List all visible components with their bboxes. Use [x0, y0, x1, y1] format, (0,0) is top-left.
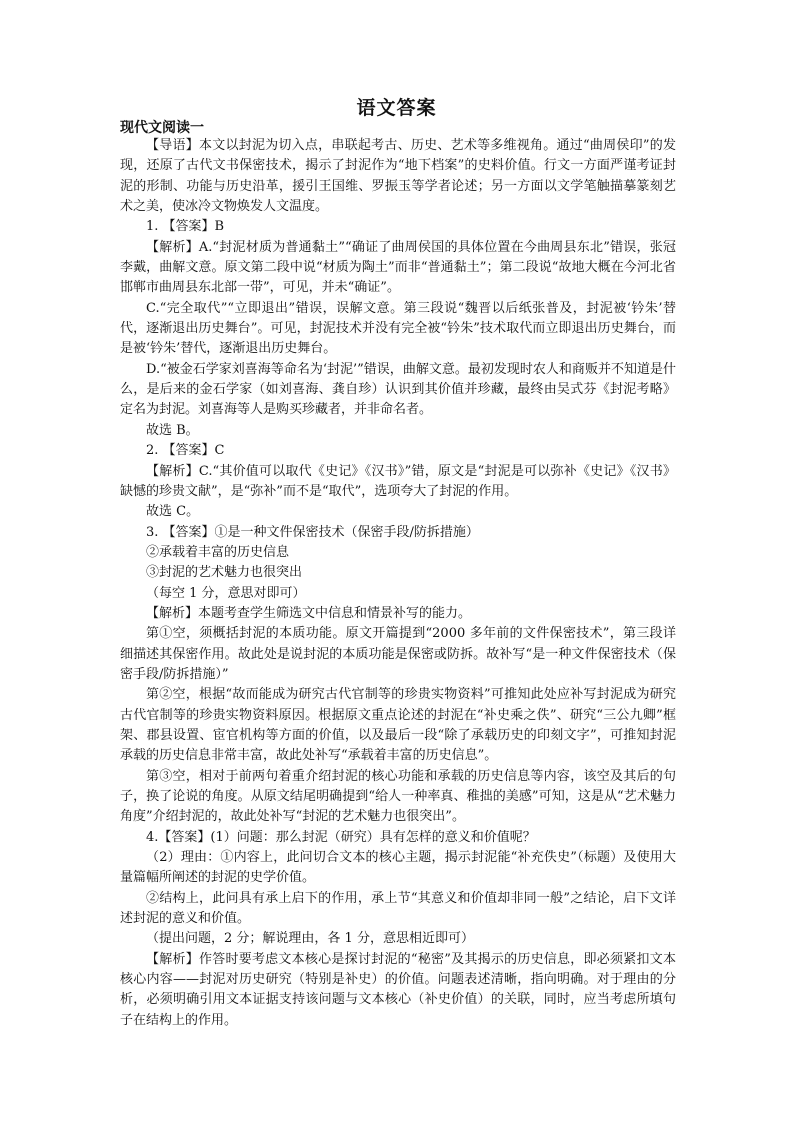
q3-blank-1: 第①空，须概括封泥的本质功能。原文开篇提到“2000 多年前的文件保密技术”，第三段详细描述其保密作用。故此处是说封泥的本质功能是保密或防拆。故补写“是一种文件保密技术（保密手段/防拆措施）”: [120, 626, 676, 682]
q1-analysis-d: D.“被金石学家刘喜海等命名为‘封泥’”错误，曲解文意。最初发现时农人和商贩并不知道是什么，是后来的金石学家（如刘喜海、龚自珍）认识到其价值并珍藏，最终由吴式芬《封泥考略》定名为封泥。刘喜海等人是购买珍藏者，并非命名者。: [120, 361, 676, 418]
page-title: 语文答案: [356, 97, 437, 119]
q1-answer: 1. 【答案】B: [146, 219, 225, 235]
q2-answer: 2. 【答案】C: [146, 443, 225, 459]
intro-paragraph: 【导语】本文以封泥为切入点，串联起考古、历史、艺术等多维视角。通过“曲周侯印”的发现，还原了古代文书保密技术，揭示了封泥作为“地下档案”的史料价值。行文一方面严谨考证封泥的形制、功能与历史沿革，援引王国维、罗振玉等学者论述；另一方面以文学笔触描摹篆刻艺术之美，使冰冷文物焕发人文温度。: [120, 138, 676, 215]
q3-scoring-note: （每空 1 分，意思对即可）: [146, 585, 306, 601]
q3-analysis: 【解析】本题考查学生筛选文中信息和情景补写的能力。: [146, 605, 472, 621]
q4-scoring-note: （提出问题，2 分；解说理由，各 1 分，意思相近即可）: [146, 931, 474, 947]
section-heading: 现代文阅读一: [120, 120, 204, 136]
q2-analysis: 【解析】C.“其价值可以取代《史记》《汉书》”错，原文是“封泥是可以弥补《史记》《汉书》缺憾的珍贵文献”，是“弥补”而不是“取代”，选项夸大了封泥的作用。: [120, 463, 676, 499]
q2-conclusion: 故选 C。: [146, 504, 200, 520]
q3-answer-item-3: ③封泥的艺术魅力也很突出: [146, 565, 303, 581]
q1-analysis-c: C.“完全取代”“立即退出”错误，误解文意。第三段说“魏晋以后纸张普及，封泥被‘钤朱’替代，逐渐退出历史舞台”。可见，封泥技术并没有完全被“钤朱”技术取代而立即退出历史舞台，而是被‘钤朱’替代，逐渐退出历史舞台。: [120, 300, 676, 357]
q1-analysis-a: 【解析】A.“封泥材质为普通黏土”“确证了曲周侯国的具体位置在今曲周县东北”错误，张冠李戴，曲解文意。原文第二段中说“材质为陶土”而非“普通黏土”；第二段说“故地大概在今河北省邯郸市曲周县东北部一带”，可见，并未“确证”。: [120, 239, 676, 296]
q4-analysis: 【解析】作答时要考虑文本核心是探讨封泥的“秘密”及其揭示的历史信息，即必须紧扣文本核心内容——封泥对历史研究（特别是补史）的价值。问题表述清晰，指向明确。对于理由的分析，必须明确引用文本证据支持该问题与文本核心（补史价值）的关联，同时，应当考虑所填句子在结构上的作用。: [120, 951, 676, 1028]
q1-conclusion: 故选 B。: [146, 422, 199, 438]
q4-reason-1: （2）理由：①内容上，此问切合文本的核心主题，揭示封泥能“补充佚史”（标题）及使用大量篇幅所阐述的封泥的史学价值。: [120, 850, 676, 886]
q3-answer-item-2: ②承载着丰富的历史信息: [146, 544, 290, 560]
q3-blank-2: 第②空，根据“故而能成为研究古代官制等的珍贵实物资料”可推知此处应补写封泥成为研究古代官制等的珍贵实物资料原因。根据原文重点论述的封泥在“补史乘之佚”、研究“三公九卿”框架、郡县设置、宦官机构等方面的价值，以及最后一段“除了承载历史的印刻文字”，可推知封泥承载的历史信息非常丰富，故此处补写“承载着丰富的历史信息”。: [120, 687, 676, 764]
q3-blank-3: 第③空，相对于前两句着重介绍封泥的核心功能和承载的历史信息等内容，该空及其后的句子，换了论说的角度。从原文结尾明确提到“给人一种率真、稚拙的美感”可知，这是从“艺术魅力角度”介绍封泥的，故此处补写“封泥的艺术魅力也很突出”。: [120, 768, 676, 825]
answer-body: [120, 136, 676, 1031]
q4-reason-2: ②结构上，此问具有承上启下的作用，承上节“其意义和价值却非同一般”之结论，启下文详述封泥的意义和价值。: [120, 890, 676, 927]
q3-answer: 3. 【答案】①是一种文件保密技术（保密手段/防拆措施）: [146, 524, 479, 540]
q4-answer: 4.【答案】(1）问题：那么封泥（研究）具有怎样的意义和价值呢？: [146, 829, 536, 845]
